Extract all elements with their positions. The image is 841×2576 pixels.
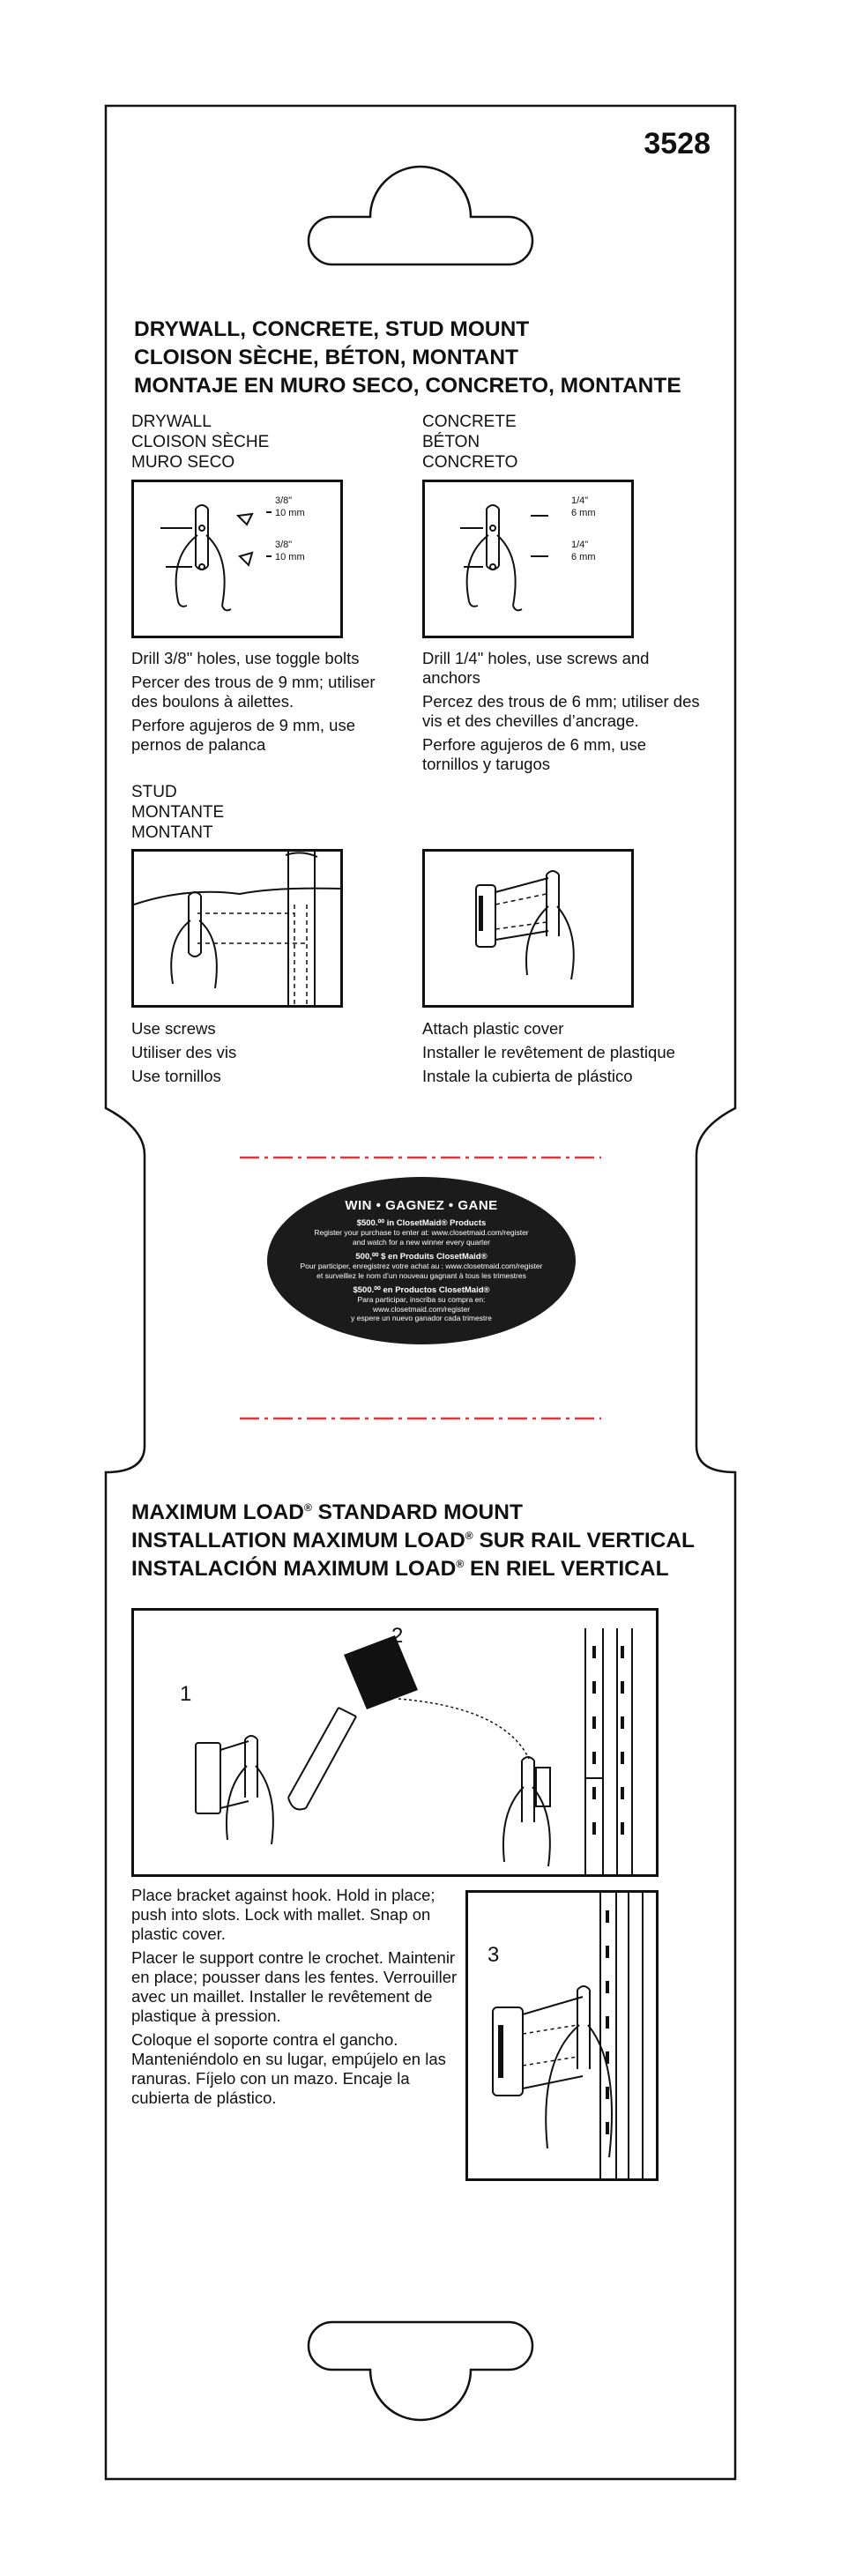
max-load-title-line-3 <box>131 1555 695 1583</box>
promo-es-amount: $500.⁰⁰ en Productos ClosetMaid® <box>353 1285 490 1295</box>
cover-instruction-en: Attach plastic cover <box>422 1019 564 1038</box>
reg-mark-1: ® <box>303 1500 312 1514</box>
concrete-instruction-fr: Percez des trous de 6 mm; utiliser des vis et des chevilles d’ancrage. <box>422 692 700 730</box>
max-load-title-3b: EN RIEL VERTICAL <box>464 1557 669 1581</box>
max-load-instruction-en: Place bracket against hook. Hold in place; push into slots. Lock with mallet. Snap on plastic cover. <box>131 1886 435 1943</box>
drywall-label-es: MURO SECO <box>131 453 235 472</box>
max-load-steps-illustration <box>131 1608 659 1877</box>
drywall-callout-4: 10 mm <box>275 552 305 562</box>
promo-en-text-1: Register your purchase to enter at: www.closetmaid.com/register <box>314 1228 529 1237</box>
promo-title: WIN • GAGNEZ • GANE <box>345 1198 498 1213</box>
product-number: 3528 <box>644 127 711 160</box>
max-load-title-2a: INSTALLATION MAXIMUM LOAD <box>131 1529 465 1552</box>
concrete-callout-4: 6 mm <box>571 552 596 562</box>
drywall-instruction-en: Drill 3/8" holes, use toggle bolts <box>131 649 360 667</box>
drywall-label-en: DRYWALL <box>131 413 212 431</box>
max-load-title <box>131 1499 695 1583</box>
promo-es-text-3: y espere un nuevo ganador cada trimestre <box>351 1314 492 1322</box>
cover-instruction-es: Instale la cubierta de plástico <box>422 1067 633 1085</box>
concrete-labels <box>422 412 517 473</box>
promo-en-text-2: and watch for a new winner every quarter <box>353 1237 490 1247</box>
concrete-callout-1: 1/4" <box>571 495 589 506</box>
max-load-title-2b: SUR RAIL VERTICAL <box>473 1529 696 1552</box>
cover-illustration <box>422 849 634 1008</box>
stud-labels <box>131 782 224 843</box>
concrete-callout-2: 6 mm <box>571 508 596 518</box>
max-load-instructions <box>131 1886 458 2112</box>
title-line-2: CLOISON SÈCHE, BÉTON, MONTANT <box>134 346 519 369</box>
concrete-callout-3: 1/4" <box>571 540 589 550</box>
concrete-label-fr: BÉTON <box>422 433 480 451</box>
promo-es-text-2: www.closetmaid.com/register <box>372 1304 471 1314</box>
max-load-title-line-1 <box>131 1499 695 1527</box>
stud-label-en: STUD <box>131 783 177 801</box>
max-load-instruction-fr: Placer le support contre le crochet. Maintenir en place; pousser dans les fentes. Verrouiller avec un maillet. Installer le revêtement de plastique à pression. <box>131 1948 458 2025</box>
concrete-instructions <box>422 649 704 778</box>
drywall-callout-3: 3/8" <box>275 540 293 550</box>
stud-label-fr: MONTANTE <box>131 803 225 822</box>
max-load-title-3a: INSTALACIÓN MAXIMUM LOAD <box>131 1557 457 1581</box>
drywall-label-fr: CLOISON SÈCHE <box>131 433 270 451</box>
max-load-title-1a: MAXIMUM LOAD <box>131 1500 304 1524</box>
reg-mark-2: ® <box>465 1529 473 1542</box>
promo-fr-text-1: Pour participer, enregistrez votre achat au : www.closetmaid.com/register <box>300 1262 543 1270</box>
section-title <box>134 316 681 400</box>
cover-instruction-fr: Installer le revêtement de plastique <box>422 1043 675 1061</box>
stud-illustration <box>131 849 343 1008</box>
reg-mark-3: ® <box>456 1557 465 1570</box>
cover-instructions <box>422 1019 704 1091</box>
max-load-title-line-2 <box>131 1527 695 1555</box>
promo-en-amount: $500.⁰⁰ in ClosetMaid® Products <box>356 1218 487 1228</box>
stud-instruction-fr: Utiliser des vis <box>131 1043 237 1061</box>
promo-fr-amount: 500,⁰⁰ $ en Produits ClosetMaid® <box>355 1252 487 1262</box>
drywall-callout-2: 10 mm <box>275 508 305 518</box>
concrete-instruction-es: Perfore agujeros de 6 mm, use tornillos y tarugos <box>422 735 646 773</box>
max-load-title-1b: STANDARD MOUNT <box>311 1500 523 1524</box>
drywall-instruction-es: Perfore agujeros de 9 mm, use pernos de palanca <box>131 716 355 754</box>
concrete-label-es: CONCRETO <box>422 453 518 472</box>
max-load-instruction-es: Coloque el soporte contra el gancho. Manteniéndolo en su lugar, empújelo en las ranuras. Fíjelo con un mazo. Encaje la cubierta de plástico. <box>131 2030 446 2107</box>
stud-label-es: MONTANT <box>131 823 213 842</box>
title-line-3: MONTAJE EN MURO SECO, CONCRETO, MONTANTE <box>134 374 681 398</box>
promo-badge <box>267 1177 576 1344</box>
step-1-label: 1 <box>180 1682 192 1706</box>
concrete-instruction-en: Drill 1/4" holes, use screws and anchors <box>422 649 650 687</box>
step-3-illustration <box>465 1890 659 2181</box>
step-2-label: 2 <box>391 1624 404 1648</box>
drywall-labels <box>131 412 269 473</box>
drywall-illustration <box>131 480 343 638</box>
title-line-1: DRYWALL, CONCRETE, STUD MOUNT <box>134 317 530 341</box>
drywall-instructions <box>131 649 396 759</box>
promo-fr-text-2: et surveillez le nom d’un nouveau gagnant à tous les trimestres <box>316 1270 526 1280</box>
stud-instruction-es: Use tornillos <box>131 1067 221 1085</box>
drywall-callout-1: 3/8" <box>275 495 293 506</box>
stud-instructions <box>131 1019 396 1091</box>
drywall-instruction-fr: Percer des trous de 9 mm; utiliser des boulons à ailettes. <box>131 673 376 711</box>
concrete-label-en: CONCRETE <box>422 413 517 431</box>
concrete-illustration <box>422 480 634 638</box>
step-3-label: 3 <box>487 1943 500 1967</box>
promo-es-text-1: Para participar, inscriba su compra en: <box>357 1295 486 1304</box>
stud-instruction-en: Use screws <box>131 1019 216 1038</box>
